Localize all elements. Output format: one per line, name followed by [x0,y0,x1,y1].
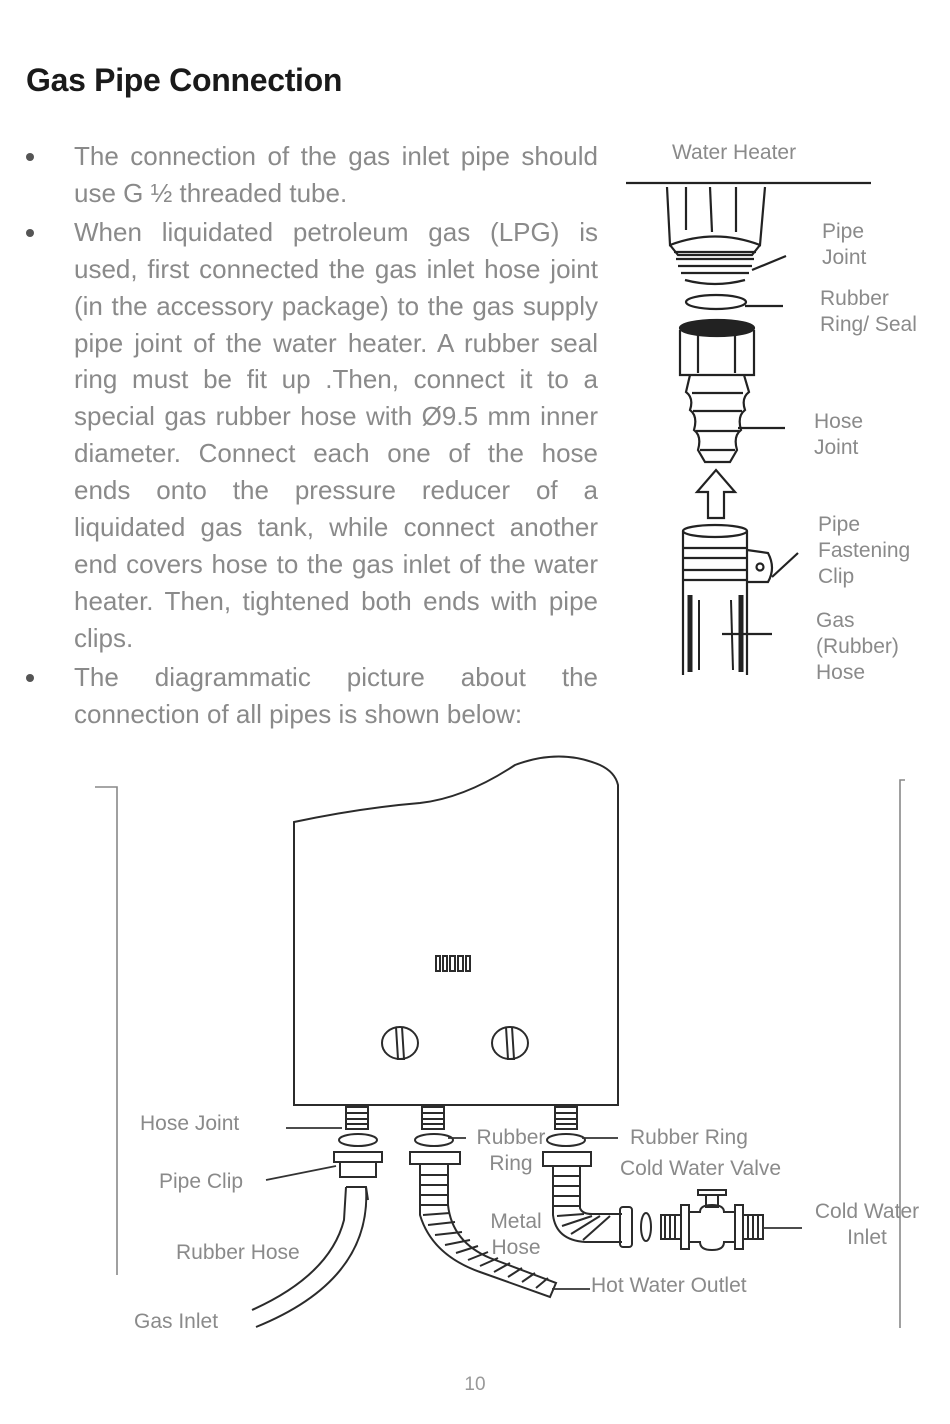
water-heater-label: Water Heater [672,141,797,164]
water-heater-body [294,757,618,1106]
rubber-ring-center-label: Rubber Ring [476,1126,546,1175]
page-title: Gas Pipe Connection [26,62,343,98]
page-number: 10 [464,1374,486,1395]
heater-display-icon [436,956,470,971]
pipe-joint-illustration [667,187,765,284]
rubber-ring-right-label: Rubber Ring [630,1126,748,1149]
knob-right-icon [492,1027,528,1059]
pipe-clip-leader [266,1166,336,1180]
gas-rubber-hose-label: Gas (Rubber) Hose [816,609,899,684]
pipe-joint-leader [752,256,786,270]
pipe-joint-label: Pipe Joint [822,220,867,269]
metal-hose-label: Metal Hose [490,1210,542,1259]
gas-hose-illustration [683,525,772,675]
assembly-arrow-icon [697,470,735,518]
hose-joint-illustration [680,320,754,462]
rubber-ring-seal-label: Rubber Ring/ Seal [820,287,917,336]
cold-water-valve-label: Cold Water Valve [620,1157,782,1180]
pipe-fastening-clip-label: Pipe Fastening Clip [818,513,911,588]
instruction-text: The connection of the gas inlet pipe should use G ½ threaded tube. [74,141,598,208]
hose-joint-label: Hose Joint [814,410,864,459]
left-bracket [95,787,117,1275]
gas-connection-illustration [252,1107,382,1327]
rubber-ring-illustration [686,295,746,309]
pipe-clip-label: Pipe Clip [159,1170,244,1193]
hose-joint-main-label: Hose Joint [140,1112,240,1135]
cold-water-inlet-label: Cold Water Inlet [814,1200,920,1249]
instruction-text: When liquidated petroleum gas (LPG) is used, first connected the gas inlet hose joint (in the accessory package) to the gas supply pipe joint of the water heater. A rubber seal ring must be fit up .Then, connect it to a special gas rubber hose with Ø9.5 mm inner diameter. Connect each one of the hose ends onto the pressure reducer of a liquidated gas tank, while connect another end covers hose to the gas inlet of the water heater. Then, tightened both ends with pipe clips. [74,216,598,653]
gas-inlet-label: Gas Inlet [134,1310,219,1333]
clip-leader [772,553,798,577]
hot-water-outlet-label: Hot Water Outlet [591,1274,747,1297]
rubber-hose-label: Rubber Hose [176,1241,300,1264]
instruction-text: The diagrammatic picture about the connection of all pipes is shown below: [74,661,598,729]
knob-left-icon [382,1027,418,1059]
